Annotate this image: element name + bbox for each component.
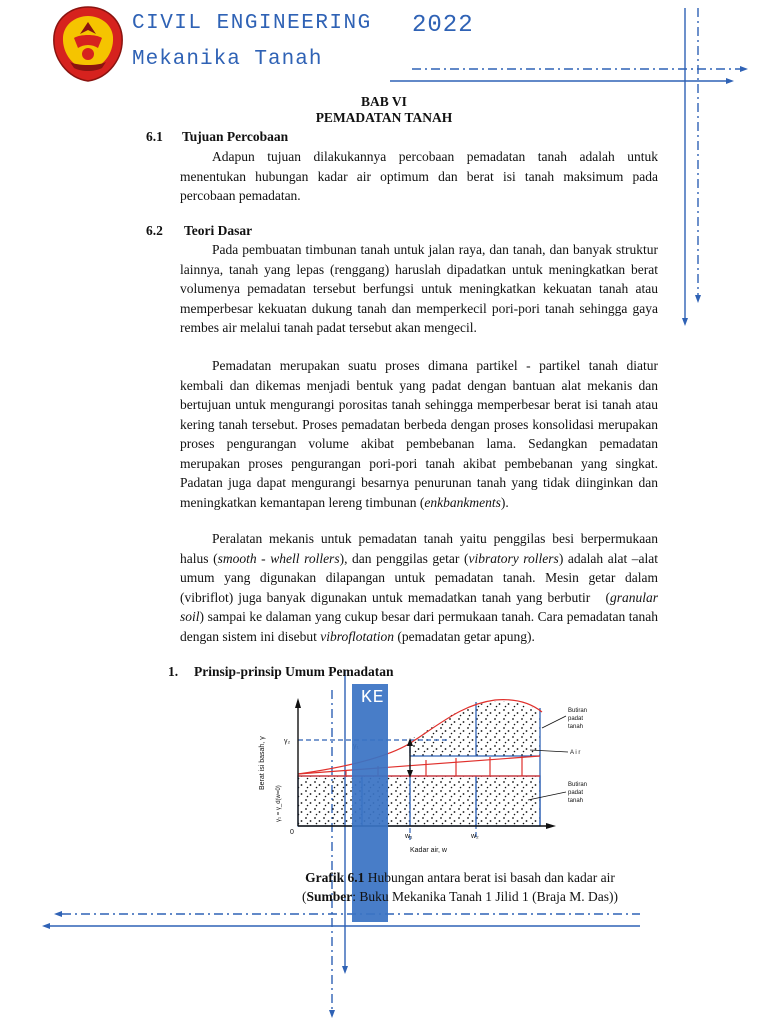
legend-top-line2: padat: [568, 716, 584, 722]
y-tick-top: γ₂: [284, 738, 291, 745]
x-axis-label: Kadar air, w: [410, 847, 447, 854]
origin-label: 0: [290, 829, 294, 836]
section-heading-6-1: Tujuan Percobaan: [182, 129, 289, 144]
section-number-6-2: 6.2: [146, 223, 163, 238]
tick-w1: w₁: [405, 833, 413, 840]
y-axis-label: Berat isi basah, γ: [259, 736, 266, 790]
paragraph-6-2-2: Pemadatan merupakan suatu proses dimana partikel - partikel tanah diatur kembali dan dikemas menjadi bentuk yang padat dengan bantuan alat mekanis dan bertujuan untuk mengurangi porositas tanah sehingga memperbesar berat isi tanah atau kering tanah tersebut. Proses pemadatan berbeda dengan proses konsolidasi merupakan proses pengurangan volume akibat pembebanan lama. Sedangkan pemadatan merupakan proses pengurangan pori-pori tanah akibat pembebanan yang singkat. Padatan juga dapat mengurangi besarnya penurunan tanah yang tidak diinginkan dan meningkatkan kemantapan lereng timbunan (enkbankments).: [180, 358, 658, 510]
legend-bottom-line1: Butiran: [568, 782, 588, 788]
legend-bottom-line2: padat: [568, 790, 584, 796]
bottom-y-label: γ₁ = γ_d(w=0): [276, 785, 282, 822]
compaction-figure: [250, 690, 610, 860]
paragraph-6-2-1: Pada pembuatan timbunan tanah untuk jalan raya, dan tanah, dan banyak struktur lainnya, tanah yang lepas (renggang) haruslah dipadatkan untuk meningkatkan berat volumenya pemadatan tersebut berfungsi untuk meningkatkan kekuatan tanah atau memperbesar kekuatan dukung tanah dan memperkecil pori-pori tanah sehingga gaya rembes air melalui tanah padat tersebut akan mengecil.: [180, 242, 658, 335]
legend-bottom-line3: tanah: [568, 798, 584, 804]
header-title: CIVIL ENGINEERING: [132, 12, 372, 35]
figure-caption: Grafik 6.1 Hubungan antara berat isi basah dan kadar air: [305, 870, 615, 885]
overlay-text: KE: [361, 688, 385, 708]
legend-top-line3: tanah: [568, 724, 584, 730]
figure-source: (Sumber: Buku Mekanika Tanah 1 Jilid 1 (Braja M. Das)): [301, 889, 619, 904]
paragraph-6-1: Adapun tujuan dilakukannya percobaan pemadatan tanah adalah untuk menentukan hubungan kadar air optimum dan berat isi tanah maksimum pada percobaan pemadatan.: [180, 149, 658, 203]
legend-top-line1: Butiran: [568, 708, 588, 714]
legend-air: A i r: [570, 750, 581, 756]
chapter-title: PEMADATAN TANAH: [315, 110, 453, 125]
subsection-heading: Prinsip-prinsip Umum Pemadatan: [194, 664, 394, 679]
header-year: 2022: [412, 12, 474, 39]
section-heading-6-2: Teori Dasar: [184, 223, 253, 238]
paragraph-6-2-3: Peralatan mekanis untuk pemadatan tanah yaitu penggilas besi berpermukaan halus (smooth - whell rollers), dan penggilas getar (vibratory rollers) adalah alat –alat umum yang digunakan dilapangan untuk pemadatan tanah. Mesin getar dalam (vibriflot) juga banyak digunakan untuk memadatkan tanah yang berbutir (granular soil) sampai ke dalaman yang cukup besar dari permukaan tanah. Cara pemadatan tanah dengan sistem ini disebut vibroflotation (pemadatan getar apung).: [180, 531, 659, 644]
tick-w2: w₂: [471, 833, 479, 840]
header-subtitle: Mekanika Tanah: [132, 48, 323, 71]
chapter-number: BAB VI: [361, 94, 407, 109]
section-number-6-1: 6.1: [146, 129, 163, 144]
subsection-number: 1.: [168, 664, 179, 679]
